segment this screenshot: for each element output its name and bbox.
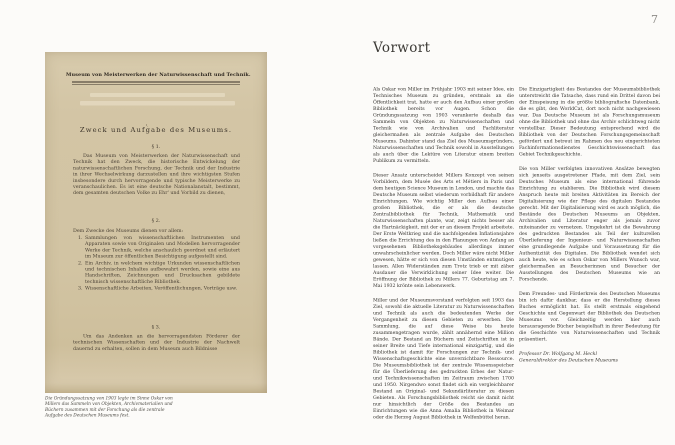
paragraph: Dieser Ansatz unterscheidet Millers Konzept von seinen Vorbildern, dem Musée des Arts et Métiers in Paris und dem heutigen Science Museum in London, und machte das Deutsche Museum selbst wiederum vorbildhaft für andere Einrichtungen. Wie wichtig Miller den Aufbau einer großen Bibliothek, die er als die deutsche Zentralbibliothek für Technik, Mathematik und Naturwissenschaften plante, war, zeigt nichts besser als die Hartnäckigkeit, mit der er an diesem Projekt arbeitete. Der Erste Weltkrieg und die nachfolgenden Inflationsjahre ließen die Errichtung des in den Planungen von Anfang an vorgesehenen Bibliotheksgebäudes allerdings immer unwahrscheinlicher werden. Doch Miller wäre nicht Miller gewesen, hätte er sich von diesen Umständen entmutigen lassen. Allen Widerständen zum Trotz trieb er mit zäher Ausdauer die Verwirklichung seiner Idee weiter. Die Eröffnung der Bibliothek zu Millers 77. Geburtstag am 7. Mai 1932 krönte sein Lebenswerk. xyxy=(373,172,514,289)
section-2-mark: § 2. xyxy=(151,218,161,224)
paragraph: Miller und der Museumsvorstand verfolgten seit 1903 das Ziel, sowohl die aktuelle Literatur zu Naturwissenschaften und Technik als auch die bedeutenden Werke der Vergangenheit zu diesen Gebieten zu erwerben. Die Sammlung, die auf diese Weise bis heute zusammengetragen wurde, zählt annähernd eine Million Bände. Der Bestand an Büchern und Zeitschriften ist in seiner Breite und Tiefe international einzigartig, und die Bibliothek ist damit für Forschungen zur Technik- und Wissenschaftsgeschichte eine unverzichtbare Ressource. Die Museumsbibliothek ist der zentrale Wissensspeicher für die Überlieferung des gedruckten Erbes der Natur- und Technikwissenschaften im Zeitraum zwischen 1700 und 1950. Nirgendwo sonst findet sich ein vergleichbarer Bestand an Original- und Sekundärliteratur zu diesen Gebieten. Als Forschungsbibliothek reicht sie damit nicht nur hinsichtlich der Größe des Bestandes an Einrichtungen wie die Anna Amalia Bibliothek in Weimar oder die Herzog August Bibliothek in Wolfenbüttel heran. xyxy=(373,297,514,420)
section-1-mark: § 1. xyxy=(151,144,161,150)
section-1-text: Das Museum von Meisterwerken der Naturwissenschaft und Technik hat den Zweck, die historische Entwickelung der naturwissenschaftlichen Forschung, der Technik und der Industrie in ihrer Wechselwirkung darzustellen und ihre wichtigsten Stufen insbesondere durch hervorragende und typische Meisterwerke zu veranschaulichen. Es ist eine deutsche Nationalanstalt, bestimmt, dem gesamten deutschen Volke zu Ehr' und Vorbild zu dienen, xyxy=(73,153,240,196)
text-columns xyxy=(373,86,665,420)
list-item-text: Wissenschaftliche Arbeiten, Veröffentlichungen, Vorträge usw. xyxy=(85,285,238,292)
page-number: 7 xyxy=(651,13,658,26)
signature-name: Professor Dr. Wolfgang M. Heckl xyxy=(519,351,598,357)
list-item xyxy=(78,286,240,292)
list-item-number: 3. xyxy=(78,285,83,292)
paper-speck xyxy=(147,126,148,127)
signature-role: Generaldirektor des Deutschen Museums xyxy=(519,357,618,363)
left-text-column xyxy=(373,86,514,429)
list-item-text: Ein Archiv, in welchem wichtige Urkunden wissenschaftlichen und technischen Inhaltes aufbewahrt werden, sowie eine aus Handschriften, Zeichnungen und Drucksachen gebildete technisch wissenschaftliche Bibliothek. xyxy=(85,260,240,285)
list-item-number: 2. xyxy=(78,260,83,266)
faded-text-smudge xyxy=(80,101,235,106)
section-3-mark: § 3. xyxy=(151,324,161,330)
document-header: Museum von Meisterwerken der Naturwissenschaft und Technik. xyxy=(66,72,251,78)
document-scan-content xyxy=(45,52,267,393)
page-title: Vorwort xyxy=(373,40,431,56)
document-header-rule xyxy=(72,82,240,86)
section-2-intro: Dem Zwecke des Museums dienen vor allem: xyxy=(73,228,184,234)
list-item-text: Sammlungen von wissenschaftlichen Instrumenten und Apparaten sowie von Originalen und Modellen hervorragender Werke der Technik, welche anschaulich geordnet und erläutert im Museum zur öffentlichen Besichtigung aufgestellt sind. xyxy=(85,235,240,260)
document-scan-image xyxy=(45,52,267,393)
paragraph: Die von Miller verfolgten innovativen Ansätze bewegten sich jenseits ausgetretener Pfade, mit dem Ziel, sein Deutsches Museum als eine international führende Einrichtung zu etablieren. Die Bibliothek wird diesem Anspruch heute mit breiten Aktivitäten im Bereich der Digitalisierung wie der Pflege des digitalen Bestandes gerecht. Mit der Digitalisierung wird es auch möglich, die Bestände des Deutschen Museums an Objekten, Archivalien und Literatur enger als jemals zuvor miteinander zu vernetzen. Umgekehrt ist die Bewahrung des gedruckten Bestandes als Teil der kulturellen Überlieferung der Ingenieur- und Naturwissenschaften eine grundlegende Aufgabe und Voraussetzung für die Authentizität des Digitalen. Die Bibliothek wendet sich auch heute, wie es schon Oskar von Millers Wunsch war, gleichermaßen an Besucherinnen und Besucher der Ausstellungen des Deutschen Museums wie an Forschende. xyxy=(519,166,660,282)
section-3-text: Um das Andenken an die hervorragendsten Förderer der technischen Wissenschaften und der Industrie der Nachwelt dauernd zu erhalten, sollen in dem Museum auch Bildnisse xyxy=(73,333,240,352)
document-list xyxy=(78,235,240,292)
image-caption-text: Die Gründungssatzung von 1903 legte im Sinne Oskar von Millers das Sammeln von Objekten, Archivmaterialien und Büchern zusammen mit der Forschung als die zentrale Aufgabe des Deutschen Museums fest. xyxy=(45,396,173,419)
list-item xyxy=(78,260,240,285)
signature-block xyxy=(519,351,660,364)
faded-text-smudge xyxy=(90,93,225,97)
image-caption xyxy=(45,396,182,442)
list-item-number: 1. xyxy=(78,235,83,241)
paragraph: Dem Freundes- und Förderkreis des Deutschen Museums bin ich dafür dankbar, dass er die Herstellung dieses Buches ermöglicht hat. Es stellt erstmals eingehend Geschichte und Gegenwart der Bibliothek des Deutschen Museums vor. Gleichzeitig werden hier auch herausragende Bücher beispielhaft in ihrer Bedeutung für die Geschichte von Naturwissenschaften und Technik präsentiert. xyxy=(519,291,660,342)
document-title: Zweck und Aufgabe des Museums. xyxy=(79,126,233,134)
paragraph: Die Einzigartigkeit des Bestandes der Museumsbibliothek unterstreicht die Tatsache, dass rund ein Drittel davon bei der Einspeisung in die größte bibliografische Datenbank, die es gibt, den WorldCat, dort noch nicht nachgewiesen war. Das Deutsche Museum ist als Forschungsmuseum ohne die Bibliothek und ohne das Archiv schlichtweg nicht vorstellbar. Dieser Bedeutung entsprechend wird die Bibliothek von der Deutschen Forschungsgemeinschaft gefördert und betreut im Rahmen des neu eingerichteten Fachinformationsdienstes Geschichtswissenschaft das Gebiet Technikgeschichte. xyxy=(519,86,660,157)
paragraph: Als Oskar von Miller im Frühjahr 1903 mit seiner Idee, ein Technisches Museum zu gründen, erstmals an die Öffentlichkeit trat, hatte er auch den Aufbau einer großen Bibliothek bereits vor Augen. Schon die Gründungssatzung von 1903 verankerte deshalb das Sammeln von Objekten zu Naturwissenschaften und Technik wie von Archivalien und Fachliteratur gleichermaßen als zentrale Aufgabe des Deutschen Museums. Dahinter stand das Ziel des Museumsgründers, Naturwissenschaften und Technik sowohl in Ausstellungen als auch über die Lektüre von Literatur einem breiten Publikum zu vermitteln. xyxy=(373,86,514,164)
right-text-column xyxy=(519,86,660,364)
list-item xyxy=(78,235,240,260)
